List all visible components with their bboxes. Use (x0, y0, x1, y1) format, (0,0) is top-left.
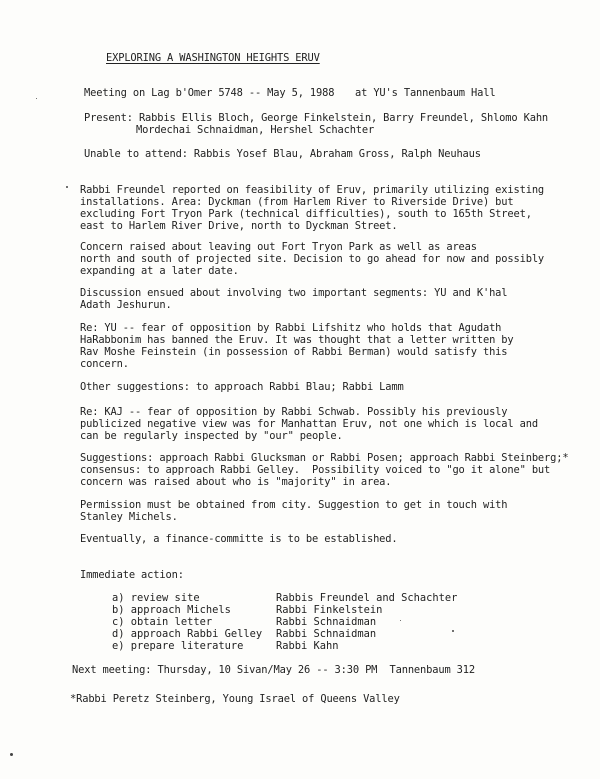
paragraph-line: installations. Area: Dyckman (from Harlem River to Riverside Drive) but (80, 196, 514, 208)
immediate-action-heading: Immediate action: (80, 569, 184, 581)
paragraph-line: HaRabbonim has banned the Eruv. It was thought that a letter written by (80, 334, 514, 346)
paragraph-line: Rabbi Freundel reported on feasibility of Eruv, primarily utilizing existing (80, 184, 545, 196)
action-assignee: Rabbi Finkelstein (276, 604, 383, 616)
action-task: e) prepare literature (112, 640, 244, 652)
paragraph-line: Concern raised about leaving out Fort Tryon Park as well as areas (80, 241, 477, 253)
paragraph-line: Discussion ensued about involving two important segments: YU and K'hal (80, 287, 508, 299)
action-assignee: Rabbi Kahn (276, 640, 339, 652)
paragraph-line: Suggestions: approach Rabbi Glucksman or Rabbi Posen; approach Rabbi Steinberg;* (80, 452, 569, 464)
unable-line: Unable to attend: Rabbis Yosef Blau, Abraham Gross, Ralph Neuhaus (84, 148, 481, 160)
paragraph-line: Stanley Michels. (80, 511, 178, 523)
action-task: b) approach Michels (112, 604, 231, 616)
paragraph-line: Re: KAJ -- fear of opposition by Rabbi Schwab. Possibly his previously (80, 406, 508, 418)
paragraph-line: concern was raised about who is "majority" in area. (80, 476, 392, 488)
paragraph-line: Permission must be obtained from city. Suggestion to get in touch with (80, 499, 508, 511)
scan-speck (400, 620, 401, 621)
page-title: EXPLORING A WASHINGTON HEIGHTS ERUV (106, 52, 320, 64)
paragraph-line: Other suggestions: to approach Rabbi Blau; Rabbi Lamm (80, 381, 404, 393)
action-task: a) review site (112, 592, 200, 604)
present-line-2: Mordechai Schnaidman, Hershel Schachter (136, 124, 375, 136)
action-task: d) approach Rabbi Gelley (112, 628, 263, 640)
action-assignee: Rabbis Freundel and Schachter (276, 592, 458, 604)
scan-speck (66, 186, 68, 188)
footnote: *Rabbi Peretz Steinberg, Young Israel of Queens Valley (70, 693, 400, 705)
scan-speck (452, 630, 454, 632)
paragraph-line: concern. (80, 358, 129, 370)
present-line-1: Present: Rabbis Ellis Bloch, George Finkelstein, Barry Freundel, Shlomo Kahn (84, 112, 549, 124)
paragraph-line: can be regularly inspected by "our" people. (80, 430, 343, 442)
scan-speck (10, 753, 13, 756)
scan-speck (36, 98, 37, 99)
paragraph-line: publicized negative view was for Manhattan Eruv, not one which is local and (80, 418, 538, 430)
action-assignee: Rabbi Schnaidman (276, 616, 377, 628)
paragraph-line: excluding Fort Tryon Park (technical difficulties), south to 165th Street, (80, 208, 532, 220)
paragraph-line: Adath Jeshurun. (80, 299, 172, 311)
next-meeting-line: Next meeting: Thursday, 10 Sivan/May 26 -- 3:30 PM Tannenbaum 312 (72, 664, 475, 676)
paragraph-line: east to Harlem River Drive, north to Dyckman Street. (80, 220, 398, 232)
action-assignee: Rabbi Schnaidman (276, 628, 377, 640)
paragraph-line: expanding at a later date. (80, 265, 239, 277)
paragraph-line: consensus: to approach Rabbi Gelley. Possibility voiced to "go it alone" but (80, 464, 551, 476)
action-task: c) obtain letter (112, 616, 213, 628)
meeting-location: at YU's Tannenbaum Hall (355, 87, 496, 99)
meeting-line: Meeting on Lag b'Omer 5748 -- May 5, 1988 (84, 87, 335, 99)
paragraph-line: Eventually, a finance-committe is to be established. (80, 533, 398, 545)
paragraph-line: north and south of projected site. Decision to go ahead for now and possibly (80, 253, 545, 265)
paragraph-line: Rav Moshe Feinstein (in possession of Rabbi Berman) would satisfy this (80, 346, 508, 358)
paragraph-line: Re: YU -- fear of opposition by Rabbi Lifshitz who holds that Agudath (80, 322, 502, 334)
